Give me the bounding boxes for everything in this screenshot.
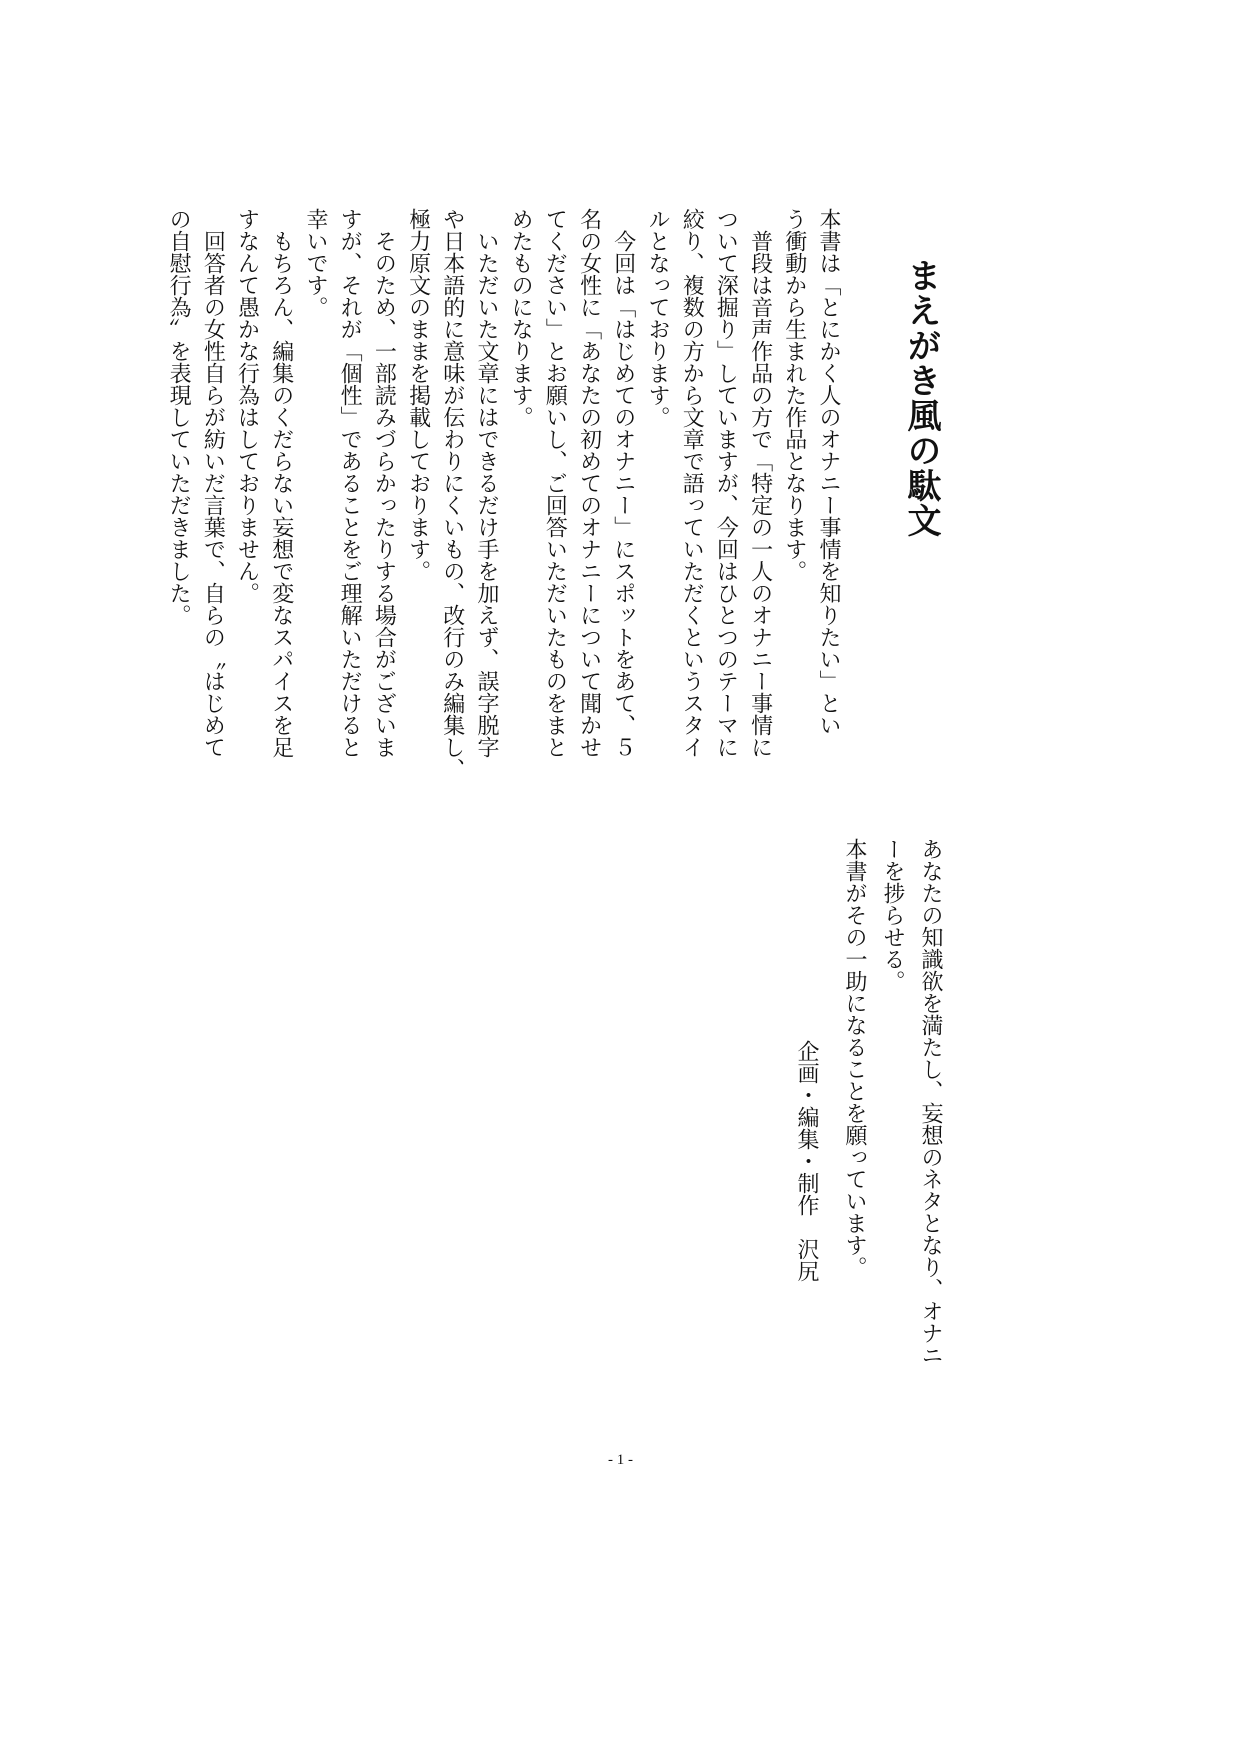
text-column: あなたの知識欲を満たし、妄想のネタとなり、オナニ <box>918 838 943 1366</box>
text-column: てください」とお願いし、ご回答いただいたものをまと <box>542 208 568 758</box>
text-column: 本書は「とにかく人のオナニー事情を知りたい」とい <box>816 208 841 736</box>
page-title: まえがき風の駄文 <box>901 258 941 538</box>
text-column: そのため、一部読みづらかったりする場合がございま <box>371 208 397 758</box>
text-column: ついて深掘り」していますが、今回はひとつのテーマに <box>713 208 739 758</box>
text-column: の自慰行為〟を表現していただきました。 <box>166 208 192 626</box>
text-column: う衝動から生まれた作品となります。 <box>781 208 807 582</box>
text-column: いただいた文章にはできるだけ手を加えず、誤字脱字 <box>473 208 499 758</box>
text-column: すが、それが「個性」であることをご理解いただけると <box>337 208 363 758</box>
text-column: 絞り、複数の方から文章で語っていただくというスタイ <box>679 208 705 758</box>
text-column: めたものになります。 <box>508 208 534 428</box>
text-column: や日本語的に意味が伝わりにくいもの、改行のみ編集し、 <box>439 208 465 780</box>
text-column: 回答者の女性自らが紡いだ言葉で、自らの〝はじめて <box>200 208 226 758</box>
text-column: ルとなっております。 <box>644 208 670 428</box>
page-number: - 1 - <box>608 1452 633 1468</box>
text-column: すなんて愚かな行為はしておりません。 <box>234 208 260 604</box>
text-column: もちろん、編集のくだらない妄想で変なスパイスを足 <box>268 208 294 758</box>
credit-line: 企画・編集・制作 沢尻 <box>794 1040 819 1282</box>
text-column: 今回は「はじめてのオナニー」にスポットをあて、５ <box>610 208 636 758</box>
text-column: 本書がその一助になることを願っています。 <box>842 838 867 1278</box>
closing-text <box>835 838 949 1438</box>
text-column: 普段は音声作品の方で「特定の一人のオナニー事情に <box>747 208 773 758</box>
text-column: 極力原文のままを掲載しております。 <box>405 208 431 582</box>
body-text <box>161 208 845 808</box>
text-column: 名の女性に「あなたの初めてのオナニーについて聞かせ <box>576 208 602 758</box>
text-column: ーを捗らせる。 <box>880 838 905 992</box>
text-column: 幸いです。 <box>302 208 328 318</box>
